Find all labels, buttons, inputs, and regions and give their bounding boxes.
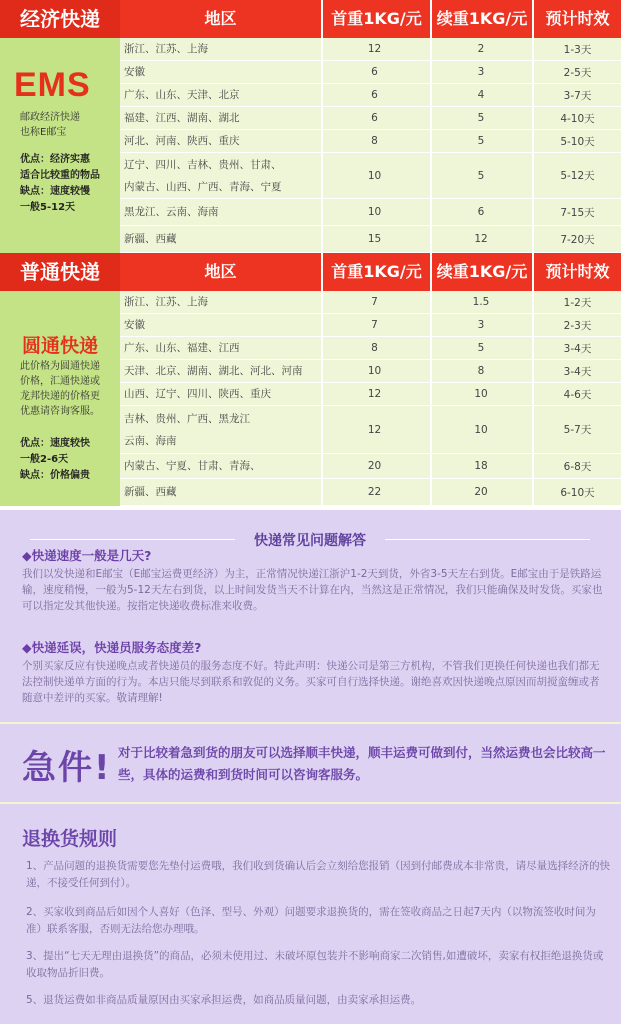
first-weight-cell: 6 (371, 66, 378, 78)
faq-answer-speed: 我们以发快递和E邮宝（E邮宝运费更经济）为主，正常情况快递江浙沪1-2天到货，外省3-5天左右到货。E邮宝由于是铁路运输，速度稍慢，一般为5-12天左右到货，以上时间发货当天不计算在内，当然这是正常情况，我们只能确保及时发货。买家也可以指定发其他快递。按指定快递收费标准来收费。 (22, 568, 603, 612)
delivery-time-cell: 3-4天 (563, 365, 592, 378)
extra-weight-cell: 1.5 (472, 296, 490, 308)
col-extra-weight-header: 续重1KG/元 (436, 9, 528, 28)
delivery-time-cell: 4-6天 (563, 388, 592, 401)
normal-desc-line: 此价格为圆通快递 (20, 361, 100, 372)
col-region-header: 地区 (204, 9, 237, 28)
region-text: 辽宁、四川、吉林、贵州、甘肃、 (124, 158, 282, 171)
region-text: 内蒙古、宁夏、甘肃、青海、 (124, 460, 261, 472)
extra-weight-cell: 6 (477, 206, 485, 218)
normal-note-line: 缺点：价格偏贵 (20, 470, 90, 481)
table-row (120, 226, 621, 253)
table-row (120, 61, 621, 84)
delivery-time-cell: 3-4天 (563, 342, 592, 355)
extra-weight-cell: 3 (477, 319, 485, 331)
region-cell (124, 130, 324, 152)
normal-note-line: 一般2-6天 (20, 454, 69, 465)
delivery-time-cell: 6-10天 (560, 486, 595, 499)
col-first-weight-header: 首重1KG/元 (331, 9, 422, 28)
region-text: 安徽 (124, 66, 145, 78)
region-cell (124, 153, 324, 198)
col-first-weight-header: 首重1KG/元 (331, 262, 422, 281)
info-section (0, 510, 621, 1024)
region-cell (124, 38, 324, 60)
region-cell (124, 454, 324, 478)
normal-desc-line: 优惠请咨询客服。 (20, 406, 100, 417)
region-cell (124, 61, 324, 83)
table-row (120, 84, 621, 107)
table-row (120, 314, 621, 337)
extra-weight-cell: 10 (474, 423, 488, 436)
ems-note-line: 适合比较重的物品 (20, 170, 100, 181)
normal-desc-line: 价格，汇通快递或 (20, 376, 100, 387)
urgent-notice (0, 722, 621, 804)
region-cell (124, 406, 324, 453)
extra-weight-cell: 12 (474, 233, 488, 245)
returns-rule: 5、退货运费如非商品质量原因由买家承担运费，如商品质量问题，由卖家承担运费。 (26, 994, 422, 1006)
ems-info-panel (0, 38, 120, 253)
first-weight-cell: 12 (367, 423, 382, 436)
normal-note-line: 优点：速度较快 (20, 438, 90, 449)
first-weight-cell: 22 (367, 486, 382, 498)
first-weight-cell: 8 (371, 135, 378, 147)
region-text: 河北、河南、陕西、重庆 (124, 135, 240, 147)
ems-note-line: 优点：经济实惠 (20, 154, 90, 165)
table-row (120, 337, 621, 360)
ems-rate-grid (120, 38, 621, 253)
normal-info-panel (0, 291, 120, 506)
first-weight-cell: 8 (371, 342, 378, 354)
region-text: 广东、山东、天津、北京 (124, 89, 240, 101)
table-row (120, 199, 621, 226)
first-weight-cell: 10 (367, 365, 382, 377)
ems-logo-text: EMS (14, 66, 91, 104)
delivery-time-cell: 6-8天 (563, 460, 592, 473)
region-text: 浙江、江苏、上海 (124, 43, 208, 55)
extra-weight-cell: 2 (477, 43, 485, 55)
col-time-header: 预计时效 (545, 9, 610, 28)
first-weight-cell: 6 (371, 112, 378, 124)
ems-note-line: 缺点：速度较慢 (20, 186, 90, 197)
returns-rule: 2、买家收到商品后如因个人喜好（色泽、型号、外观）问题要求退换货的，需在签收商品之日起7天内（以物流签收时间为准）联系客服，否则无法给您办理哦。 (26, 906, 596, 935)
faq-answer-delay: 个别买家反应有快递晚点或者快递员的服务态度不好。特此声明：快递公司是第三方机构，不管我们更换任何快递也我们都无法控制快递单方面的行为。本店只能尽到联系和敦促的义务。买家可自行选择快递。谢绝喜欢因快递晚点原因而胡搅蛮缠或者随意中差评的买家。敬请理解! (22, 660, 600, 704)
first-weight-cell: 7 (371, 319, 378, 331)
region-cell (124, 314, 324, 336)
region-cell (124, 383, 324, 405)
extra-weight-cell: 8 (477, 365, 485, 377)
first-weight-cell: 10 (367, 169, 382, 182)
extra-weight-cell: 20 (474, 486, 488, 498)
delivery-time-cell: 5-7天 (563, 424, 592, 436)
extra-weight-cell: 18 (474, 460, 488, 472)
extra-weight-cell: 10 (474, 388, 488, 400)
faq-question-delay: ◆快递延误，快递员服务态度差? (22, 640, 202, 655)
region-text: 新疆、西藏 (124, 486, 177, 498)
urgent-heading: 急件! (22, 748, 112, 788)
ems-note-line: 一般5-12天 (20, 202, 76, 213)
region-cell (124, 360, 324, 382)
normal-section-title: 普通快递 (0, 253, 120, 291)
region-text: 山西、辽宁、四川、陕西、重庆 (124, 388, 271, 400)
urgent-text: 对于比较着急到货的朋友可以选择顺丰快递，顺丰运费可做到付，当然运费也会比较高一些，具体的运费和到货时间可以咨询客服务。 (118, 745, 606, 782)
col-region-header: 地区 (204, 262, 237, 281)
region-text: 云南、海南 (124, 434, 177, 447)
first-weight-cell: 12 (367, 43, 382, 55)
extra-weight-cell: 4 (477, 89, 485, 101)
yuantong-logo-text: 圆通快递 (22, 335, 99, 357)
faq-title: 快递常见问题解答 (254, 533, 366, 549)
delivery-time-cell: 3-7天 (563, 89, 592, 102)
first-weight-cell: 20 (367, 460, 382, 472)
first-weight-cell: 15 (367, 233, 382, 245)
region-cell (124, 199, 324, 225)
region-cell (124, 291, 324, 313)
normal-shipping-table (0, 253, 621, 506)
first-weight-cell: 6 (371, 89, 378, 101)
first-weight-cell: 7 (371, 296, 378, 308)
normal-desc-line: 龙邦快递的价格更 (20, 391, 100, 402)
col-extra-weight-header: 续重1KG/元 (436, 262, 528, 281)
delivery-time-cell: 1-2天 (563, 296, 592, 309)
region-text: 安徽 (124, 319, 145, 331)
region-text: 广东、山东、福建、江西 (124, 342, 240, 354)
table-row (120, 383, 621, 406)
first-weight-cell: 12 (367, 388, 382, 400)
ems-section-title: 经济快递 (0, 0, 120, 38)
region-cell (124, 107, 324, 129)
table-row (120, 38, 621, 61)
table-row (120, 107, 621, 130)
ems-table-header (0, 0, 621, 38)
table-row (120, 360, 621, 383)
table-row (120, 454, 621, 479)
delivery-time-cell: 7-15天 (560, 206, 595, 219)
delivery-time-cell: 1-3天 (563, 43, 592, 56)
region-text: 吉林、贵州、广西、黑龙江 (124, 412, 250, 425)
region-cell (124, 479, 324, 505)
delivery-time-cell: 2-5天 (563, 66, 592, 79)
ems-shipping-table (0, 0, 621, 253)
faq-question-speed: ◆快递速度一般是几天? (22, 548, 152, 563)
table-row (120, 406, 621, 454)
returns-title: 退换货规则 (22, 828, 118, 850)
region-text: 黑龙江、云南、海南 (124, 206, 219, 218)
extra-weight-cell: 5 (477, 342, 485, 354)
region-cell (124, 337, 324, 359)
region-text: 内蒙古、山西、广西、青海、宁夏 (124, 180, 282, 193)
ems-desc-line: 也称E邮宝 (20, 127, 67, 138)
region-cell (124, 84, 324, 106)
returns-rule: 1、产品问题的退换货需要您先垫付运费哦，我们收到货确认后会立刻给您报销（因到付邮费成本非常贵，请尽量选择经济的快递，不接受任何到付）。 (26, 860, 611, 889)
extra-weight-cell: 5 (477, 169, 485, 182)
table-row (120, 291, 621, 314)
region-text: 福建、江西、湖南、湖北 (124, 112, 240, 124)
region-cell (124, 226, 324, 252)
delivery-time-cell: 5-12天 (560, 170, 595, 182)
extra-weight-cell: 5 (477, 135, 485, 147)
returns-rule: 3、提出“七天无理由退换货”的商品，必须未使用过、未破坏原包装并不影响商家二次销售,如遭破坏，卖家有权拒绝退换货或收取物品折旧费。 (26, 950, 604, 979)
delivery-time-cell: 5-10天 (560, 135, 595, 148)
delivery-time-cell: 4-10天 (560, 112, 595, 125)
delivery-time-cell: 2-3天 (563, 319, 592, 332)
region-text: 新疆、西藏 (124, 233, 177, 245)
region-text: 天津、北京、湖南、湖北、河北、河南 (124, 365, 303, 377)
col-time-header: 预计时效 (545, 262, 610, 281)
extra-weight-cell: 3 (477, 66, 485, 78)
normal-table-header (0, 253, 621, 291)
table-row (120, 153, 621, 199)
table-row (120, 130, 621, 153)
extra-weight-cell: 5 (477, 112, 485, 124)
first-weight-cell: 10 (367, 206, 382, 218)
delivery-time-cell: 7-20天 (560, 233, 595, 246)
region-text: 浙江、江苏、上海 (124, 296, 208, 308)
normal-rate-grid (120, 291, 621, 506)
table-row (120, 479, 621, 506)
ems-desc-line: 邮政经济快递 (20, 112, 80, 123)
